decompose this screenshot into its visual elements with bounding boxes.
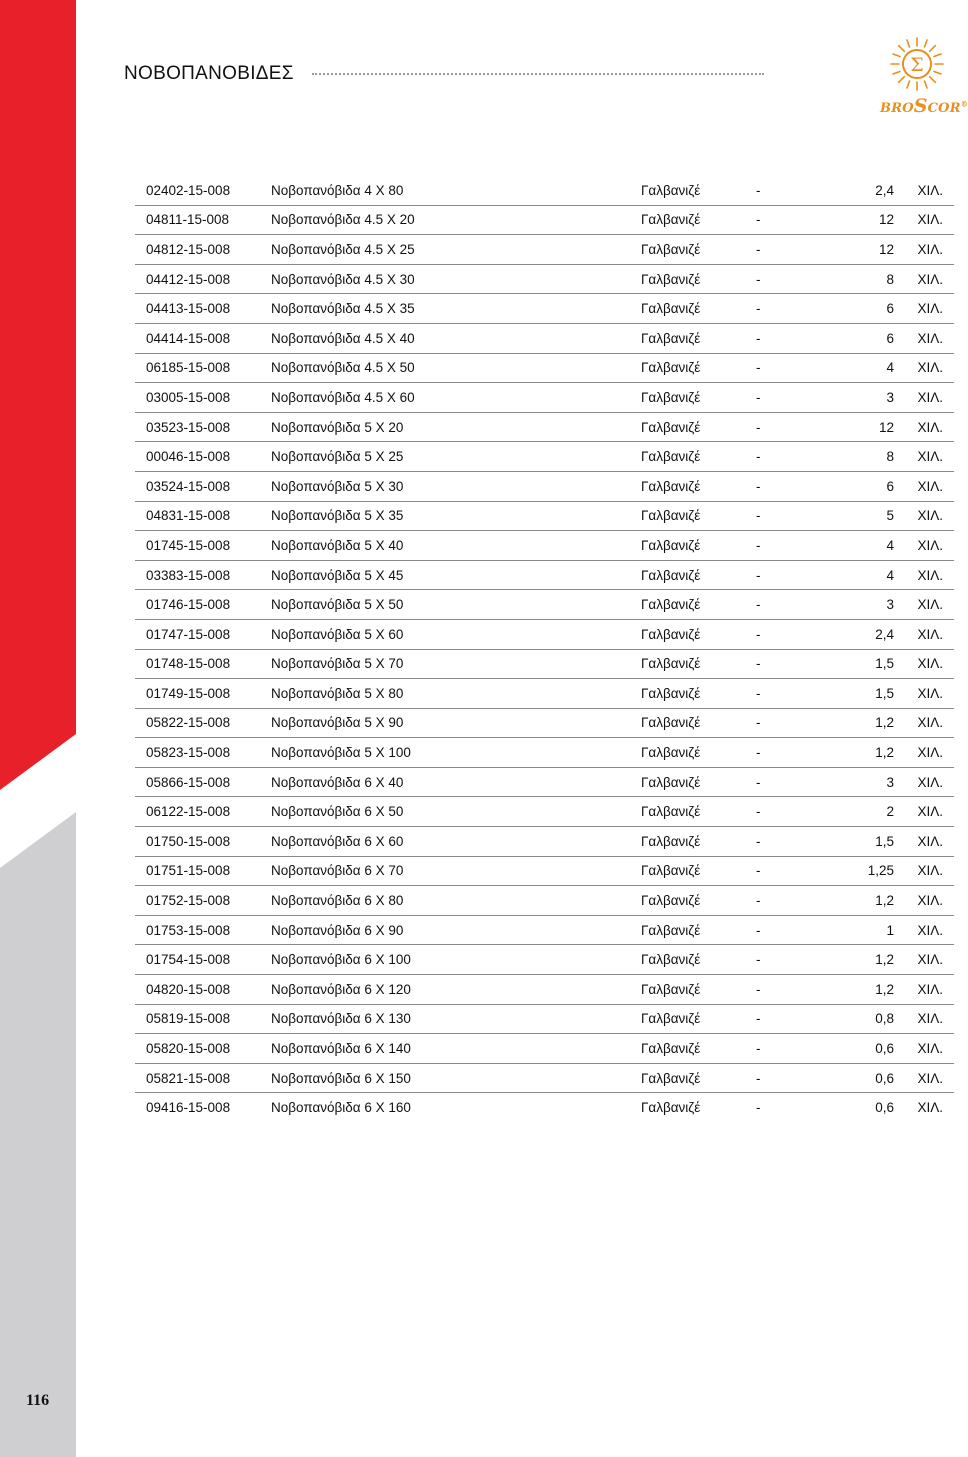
package-quantity: 2,4	[796, 619, 894, 649]
brand-suffix: COR	[927, 101, 961, 116]
table-row	[135, 531, 954, 561]
package-quantity: 3	[796, 383, 894, 413]
product-finish: Γαλβανιζέ	[641, 294, 756, 324]
product-code: 01746-15-008	[135, 590, 271, 620]
package-quantity: 1,2	[796, 945, 894, 975]
separator-dash: -	[756, 442, 796, 472]
product-finish: Γαλβανιζέ	[641, 205, 756, 235]
product-code: 04414-15-008	[135, 323, 271, 353]
table-row	[135, 1063, 954, 1093]
product-finish: Γαλβανιζέ	[641, 590, 756, 620]
package-quantity: 1,25	[796, 856, 894, 886]
table-row	[135, 471, 954, 501]
product-code: 06122-15-008	[135, 797, 271, 827]
product-finish: Γαλβανιζέ	[641, 1004, 756, 1034]
page-title: ΝΟΒΟΠΑΝΟΒΙΔΕΣ	[124, 63, 294, 84]
brand-prefix: BRO	[880, 101, 914, 116]
table-row	[135, 353, 954, 383]
product-description: Νοβοπανόβιδα 4.5 Χ 25	[271, 235, 641, 265]
product-description: Νοβοπανόβιδα 6 Χ 40	[271, 767, 641, 797]
product-description: Νοβοπανόβιδα 5 Χ 70	[271, 649, 641, 679]
table-row	[135, 945, 954, 975]
product-code: 05819-15-008	[135, 1004, 271, 1034]
table-row	[135, 205, 954, 235]
product-finish: Γαλβανιζέ	[641, 264, 756, 294]
table-row	[135, 767, 954, 797]
quantity-unit: ΧΙΛ.	[917, 1100, 943, 1116]
product-code: 01752-15-008	[135, 886, 271, 916]
table-row	[135, 235, 954, 265]
quantity-unit: ΧΙΛ.	[894, 264, 954, 294]
separator-dash: -	[756, 1034, 796, 1064]
quantity-unit: ΧΙΛ.	[894, 767, 954, 797]
table-row	[135, 501, 954, 531]
separator-dash: -	[756, 1063, 796, 1093]
product-description: Νοβοπανόβιδα 5 Χ 40	[271, 531, 641, 561]
package-quantity: 1,5	[796, 649, 894, 679]
separator-dash: -	[756, 471, 796, 501]
separator-dash: -	[756, 619, 796, 649]
package-quantity: 8	[796, 442, 894, 472]
package-quantity: 1,2	[796, 738, 894, 768]
product-description: Νοβοπανόβιδα 5 Χ 25	[271, 442, 641, 472]
product-description: Νοβοπανόβιδα 5 Χ 35	[271, 501, 641, 531]
separator-dash: -	[756, 679, 796, 709]
package-quantity: 6	[796, 323, 894, 353]
product-finish: Γαλβανιζέ	[641, 886, 756, 916]
quantity-unit: ΧΙΛ.	[894, 1034, 954, 1064]
table-row	[135, 323, 954, 353]
quantity-unit: ΧΙΛ.	[894, 886, 954, 916]
separator-dash: -	[756, 767, 796, 797]
package-quantity: 4	[796, 531, 894, 561]
package-quantity: 0,6	[796, 1063, 894, 1093]
table-row	[135, 294, 954, 324]
table-row	[135, 1034, 954, 1064]
product-finish: Γαλβανιζέ	[641, 856, 756, 886]
product-finish: Γαλβανιζέ	[641, 679, 756, 709]
quantity-unit: ΧΙΛ.	[894, 975, 954, 1005]
product-code: 02402-15-008	[135, 176, 271, 205]
product-description: Νοβοπανόβιδα 5 Χ 80	[271, 679, 641, 709]
product-code: 04831-15-008	[135, 501, 271, 531]
quantity-unit: ΧΙΛ.	[894, 915, 954, 945]
product-code: 05820-15-008	[135, 1034, 271, 1064]
package-quantity: 2,4	[796, 176, 894, 205]
quantity-unit: ΧΙΛ.	[894, 442, 954, 472]
product-finish: Γαλβανιζέ	[641, 501, 756, 531]
product-code: 04413-15-008	[135, 294, 271, 324]
product-description: Νοβοπανόβιδα 4.5 Χ 35	[271, 294, 641, 324]
product-description: Νοβοπανόβιδα 5 Χ 20	[271, 412, 641, 442]
separator-dash: -	[756, 915, 796, 945]
package-quantity: 0,6	[875, 1100, 894, 1116]
product-description: Νοβοπανόβιδα 6 Χ 130	[271, 1004, 641, 1034]
separator-dash: -	[756, 856, 796, 886]
product-finish: Γαλβανιζέ	[641, 797, 756, 827]
quantity-unit: ΧΙΛ.	[894, 738, 954, 768]
separator-dash: -	[756, 1004, 796, 1034]
product-code: 03523-15-008	[135, 412, 271, 442]
product-finish: Γαλβανιζέ	[641, 738, 756, 768]
product-finish: Γαλβανιζέ	[641, 323, 756, 353]
separator-dash: -	[756, 708, 796, 738]
quantity-unit: ΧΙΛ.	[894, 1004, 954, 1034]
red-band	[0, 0, 76, 790]
product-code: 01750-15-008	[135, 827, 271, 857]
table-row	[135, 1004, 954, 1034]
package-quantity: 3	[796, 590, 894, 620]
package-quantity: 1,5	[796, 679, 894, 709]
table-row	[135, 708, 954, 738]
quantity-unit: ΧΙΛ.	[894, 205, 954, 235]
quantity-unit: ΧΙΛ.	[894, 323, 954, 353]
package-quantity: 6	[796, 471, 894, 501]
quantity-unit: ΧΙΛ.	[894, 294, 954, 324]
product-description: Νοβοπανόβιδα 4.5 Χ 20	[271, 205, 641, 235]
separator-dash: -	[756, 738, 796, 768]
product-finish: Γαλβανιζέ	[641, 1063, 756, 1093]
product-code: 01745-15-008	[135, 531, 271, 561]
quantity-unit: ΧΙΛ.	[894, 412, 954, 442]
product-code: 05823-15-008	[135, 738, 271, 768]
product-description: Νοβοπανόβιδα 4.5 Χ 50	[271, 353, 641, 383]
package-quantity: 1,2	[796, 708, 894, 738]
product-description: Νοβοπανόβιδα 6 Χ 120	[271, 975, 641, 1005]
product-code: 04811-15-008	[135, 205, 271, 235]
product-code: 05866-15-008	[135, 767, 271, 797]
quantity-unit: ΧΙΛ.	[894, 353, 954, 383]
product-finish: Γαλβανιζέ	[641, 649, 756, 679]
quantity-unit: ΧΙΛ.	[894, 531, 954, 561]
product-code: 04820-15-008	[135, 975, 271, 1005]
quantity-unit: ΧΙΛ.	[894, 797, 954, 827]
product-finish: Γαλβανιζέ	[641, 1100, 701, 1116]
product-finish: Γαλβανιζέ	[641, 353, 756, 383]
package-quantity: 4	[796, 560, 894, 590]
product-code: 01754-15-008	[135, 945, 271, 975]
separator-dash: -	[756, 531, 796, 561]
separator-dash: -	[756, 353, 796, 383]
product-code: 00046-15-008	[135, 442, 271, 472]
product-code: 05821-15-008	[135, 1063, 271, 1093]
gray-band	[0, 812, 76, 1457]
product-description: Νοβοπανόβιδα 5 Χ 45	[271, 560, 641, 590]
package-quantity: 12	[796, 235, 894, 265]
table-row	[135, 856, 954, 886]
product-finish: Γαλβανιζέ	[641, 442, 756, 472]
table-row	[135, 176, 954, 205]
product-description: Νοβοπανόβιδα 6 Χ 60	[271, 827, 641, 857]
table-row	[135, 619, 954, 649]
separator-dash: -	[756, 294, 796, 324]
quantity-unit: ΧΙΛ.	[894, 235, 954, 265]
package-quantity: 1,5	[796, 827, 894, 857]
table-row	[135, 442, 954, 472]
quantity-unit: ΧΙΛ.	[894, 560, 954, 590]
quantity-unit: ΧΙΛ.	[894, 590, 954, 620]
package-quantity: 0,6	[796, 1034, 894, 1064]
product-description: Νοβοπανόβιδα 6 Χ 100	[271, 945, 641, 975]
product-description: Νοβοπανόβιδα 5 Χ 50	[271, 590, 641, 620]
brand-wordmark	[880, 95, 968, 117]
table-row	[135, 264, 954, 294]
product-description: Νοβοπανόβιδα 6 Χ 90	[271, 915, 641, 945]
product-description: Νοβοπανόβιδα 4 Χ 80	[271, 176, 641, 205]
product-code: 01747-15-008	[135, 619, 271, 649]
package-quantity: 3	[796, 767, 894, 797]
table-row	[135, 827, 954, 857]
table-row	[135, 738, 954, 768]
product-description: Νοβοπανόβιδα 6 Χ 140	[271, 1034, 641, 1064]
package-quantity: 1,2	[796, 975, 894, 1005]
product-code: 03005-15-008	[135, 383, 271, 413]
brand-big-letter: S	[913, 95, 928, 117]
product-code: 01748-15-008	[135, 649, 271, 679]
product-finish: Γαλβανιζέ	[641, 471, 756, 501]
table-row	[135, 1093, 954, 1122]
logo-symbol: Σ	[910, 54, 924, 76]
product-description: Νοβοπανόβιδα 5 Χ 100	[271, 738, 641, 768]
product-finish: Γαλβανιζέ	[641, 560, 756, 590]
table-row	[135, 560, 954, 590]
separator-dash: -	[756, 323, 796, 353]
table-row	[135, 679, 954, 709]
separator-dash: -	[756, 412, 796, 442]
product-code: 05822-15-008	[135, 708, 271, 738]
separator-dash: -	[756, 975, 796, 1005]
title-dotted-leader	[312, 73, 764, 75]
quantity-unit: ΧΙΛ.	[894, 501, 954, 531]
page-number: 116	[26, 1392, 50, 1409]
product-code: 04812-15-008	[135, 235, 271, 265]
package-quantity: 5	[796, 501, 894, 531]
product-description: Νοβοπανόβιδα 6 Χ 80	[271, 886, 641, 916]
registered-mark: ®	[960, 99, 968, 109]
product-finish: Γαλβανιζέ	[641, 915, 756, 945]
separator-dash: -	[756, 797, 796, 827]
product-finish: Γαλβανιζέ	[641, 767, 756, 797]
product-code: 03383-15-008	[135, 560, 271, 590]
product-description: Νοβοπανόβιδα 5 Χ 60	[271, 619, 641, 649]
separator-dash: -	[756, 827, 796, 857]
product-description: Νοβοπανόβιδα 4.5 Χ 60	[271, 383, 641, 413]
product-description: Νοβοπανόβιδα 5 Χ 30	[271, 471, 641, 501]
package-quantity: 8	[796, 264, 894, 294]
product-finish: Γαλβανιζέ	[641, 412, 756, 442]
quantity-unit: ΧΙΛ.	[894, 471, 954, 501]
separator-dash: -	[756, 945, 796, 975]
quantity-unit: ΧΙΛ.	[894, 383, 954, 413]
quantity-unit: ΧΙΛ.	[894, 1063, 954, 1093]
product-code: 01751-15-008	[135, 856, 271, 886]
product-finish: Γαλβανιζέ	[641, 708, 756, 738]
table-row	[135, 412, 954, 442]
table-row	[135, 886, 954, 916]
product-description: Νοβοπανόβιδα 4.5 Χ 40	[271, 323, 641, 353]
quantity-unit: ΧΙΛ.	[894, 619, 954, 649]
product-description: Νοβοπανόβιδα 6 Χ 50	[271, 797, 641, 827]
separator-dash: -	[756, 383, 796, 413]
quantity-unit: ΧΙΛ.	[894, 708, 954, 738]
package-quantity: 0,8	[796, 1004, 894, 1034]
product-finish: Γαλβανιζέ	[641, 176, 756, 205]
separator-dash: -	[756, 886, 796, 916]
table-row	[135, 590, 954, 620]
package-quantity: 1	[796, 915, 894, 945]
table-row	[135, 975, 954, 1005]
product-finish: Γαλβανιζέ	[641, 827, 756, 857]
product-code: 01749-15-008	[135, 679, 271, 709]
product-rows	[135, 176, 954, 1122]
product-code: 06185-15-008	[135, 353, 271, 383]
product-finish: Γαλβανιζέ	[641, 619, 756, 649]
quantity-unit: ΧΙΛ.	[894, 945, 954, 975]
product-description: Νοβοπανόβιδα 6 Χ 70	[271, 856, 641, 886]
product-table	[135, 176, 954, 1122]
product-finish: Γαλβανιζέ	[641, 1034, 756, 1064]
product-finish: Γαλβανιζέ	[641, 531, 756, 561]
table-row	[135, 915, 954, 945]
separator-dash: -	[756, 235, 796, 265]
product-description: Νοβοπανόβιδα 5 Χ 90	[271, 708, 641, 738]
separator-dash: -	[756, 1100, 761, 1116]
product-code: 01753-15-008	[135, 915, 271, 945]
separator-dash: -	[756, 264, 796, 294]
separator-dash: -	[756, 501, 796, 531]
quantity-unit: ΧΙΛ.	[894, 176, 954, 205]
product-code: 09416-15-008	[146, 1100, 231, 1116]
quantity-unit: ΧΙΛ.	[894, 649, 954, 679]
table-row	[135, 383, 954, 413]
package-quantity: 1,2	[796, 886, 894, 916]
side-color-band	[0, 0, 76, 1457]
product-description: Νοβοπανόβιδα 6 Χ 150	[271, 1063, 641, 1093]
table-row	[135, 649, 954, 679]
quantity-unit: ΧΙΛ.	[894, 827, 954, 857]
product-finish: Γαλβανιζέ	[641, 975, 756, 1005]
package-quantity: 12	[796, 412, 894, 442]
product-description: Νοβοπανόβιδα 4.5 Χ 30	[271, 264, 641, 294]
product-code: 03524-15-008	[135, 471, 271, 501]
package-quantity: 2	[796, 797, 894, 827]
table-row	[135, 797, 954, 827]
separator-dash: -	[756, 205, 796, 235]
quantity-unit: ΧΙΛ.	[894, 856, 954, 886]
package-quantity: 12	[796, 205, 894, 235]
package-quantity: 6	[796, 294, 894, 324]
package-quantity: 4	[796, 353, 894, 383]
product-finish: Γαλβανιζέ	[641, 235, 756, 265]
product-description: Νοβοπανόβιδα 6 Χ 160	[271, 1100, 411, 1116]
quantity-unit: ΧΙΛ.	[894, 679, 954, 709]
product-finish: Γαλβανιζέ	[641, 383, 756, 413]
product-code: 04412-15-008	[135, 264, 271, 294]
separator-dash: -	[756, 590, 796, 620]
separator-dash: -	[756, 649, 796, 679]
separator-dash: -	[756, 176, 796, 205]
product-finish: Γαλβανιζέ	[641, 945, 756, 975]
separator-dash: -	[756, 560, 796, 590]
